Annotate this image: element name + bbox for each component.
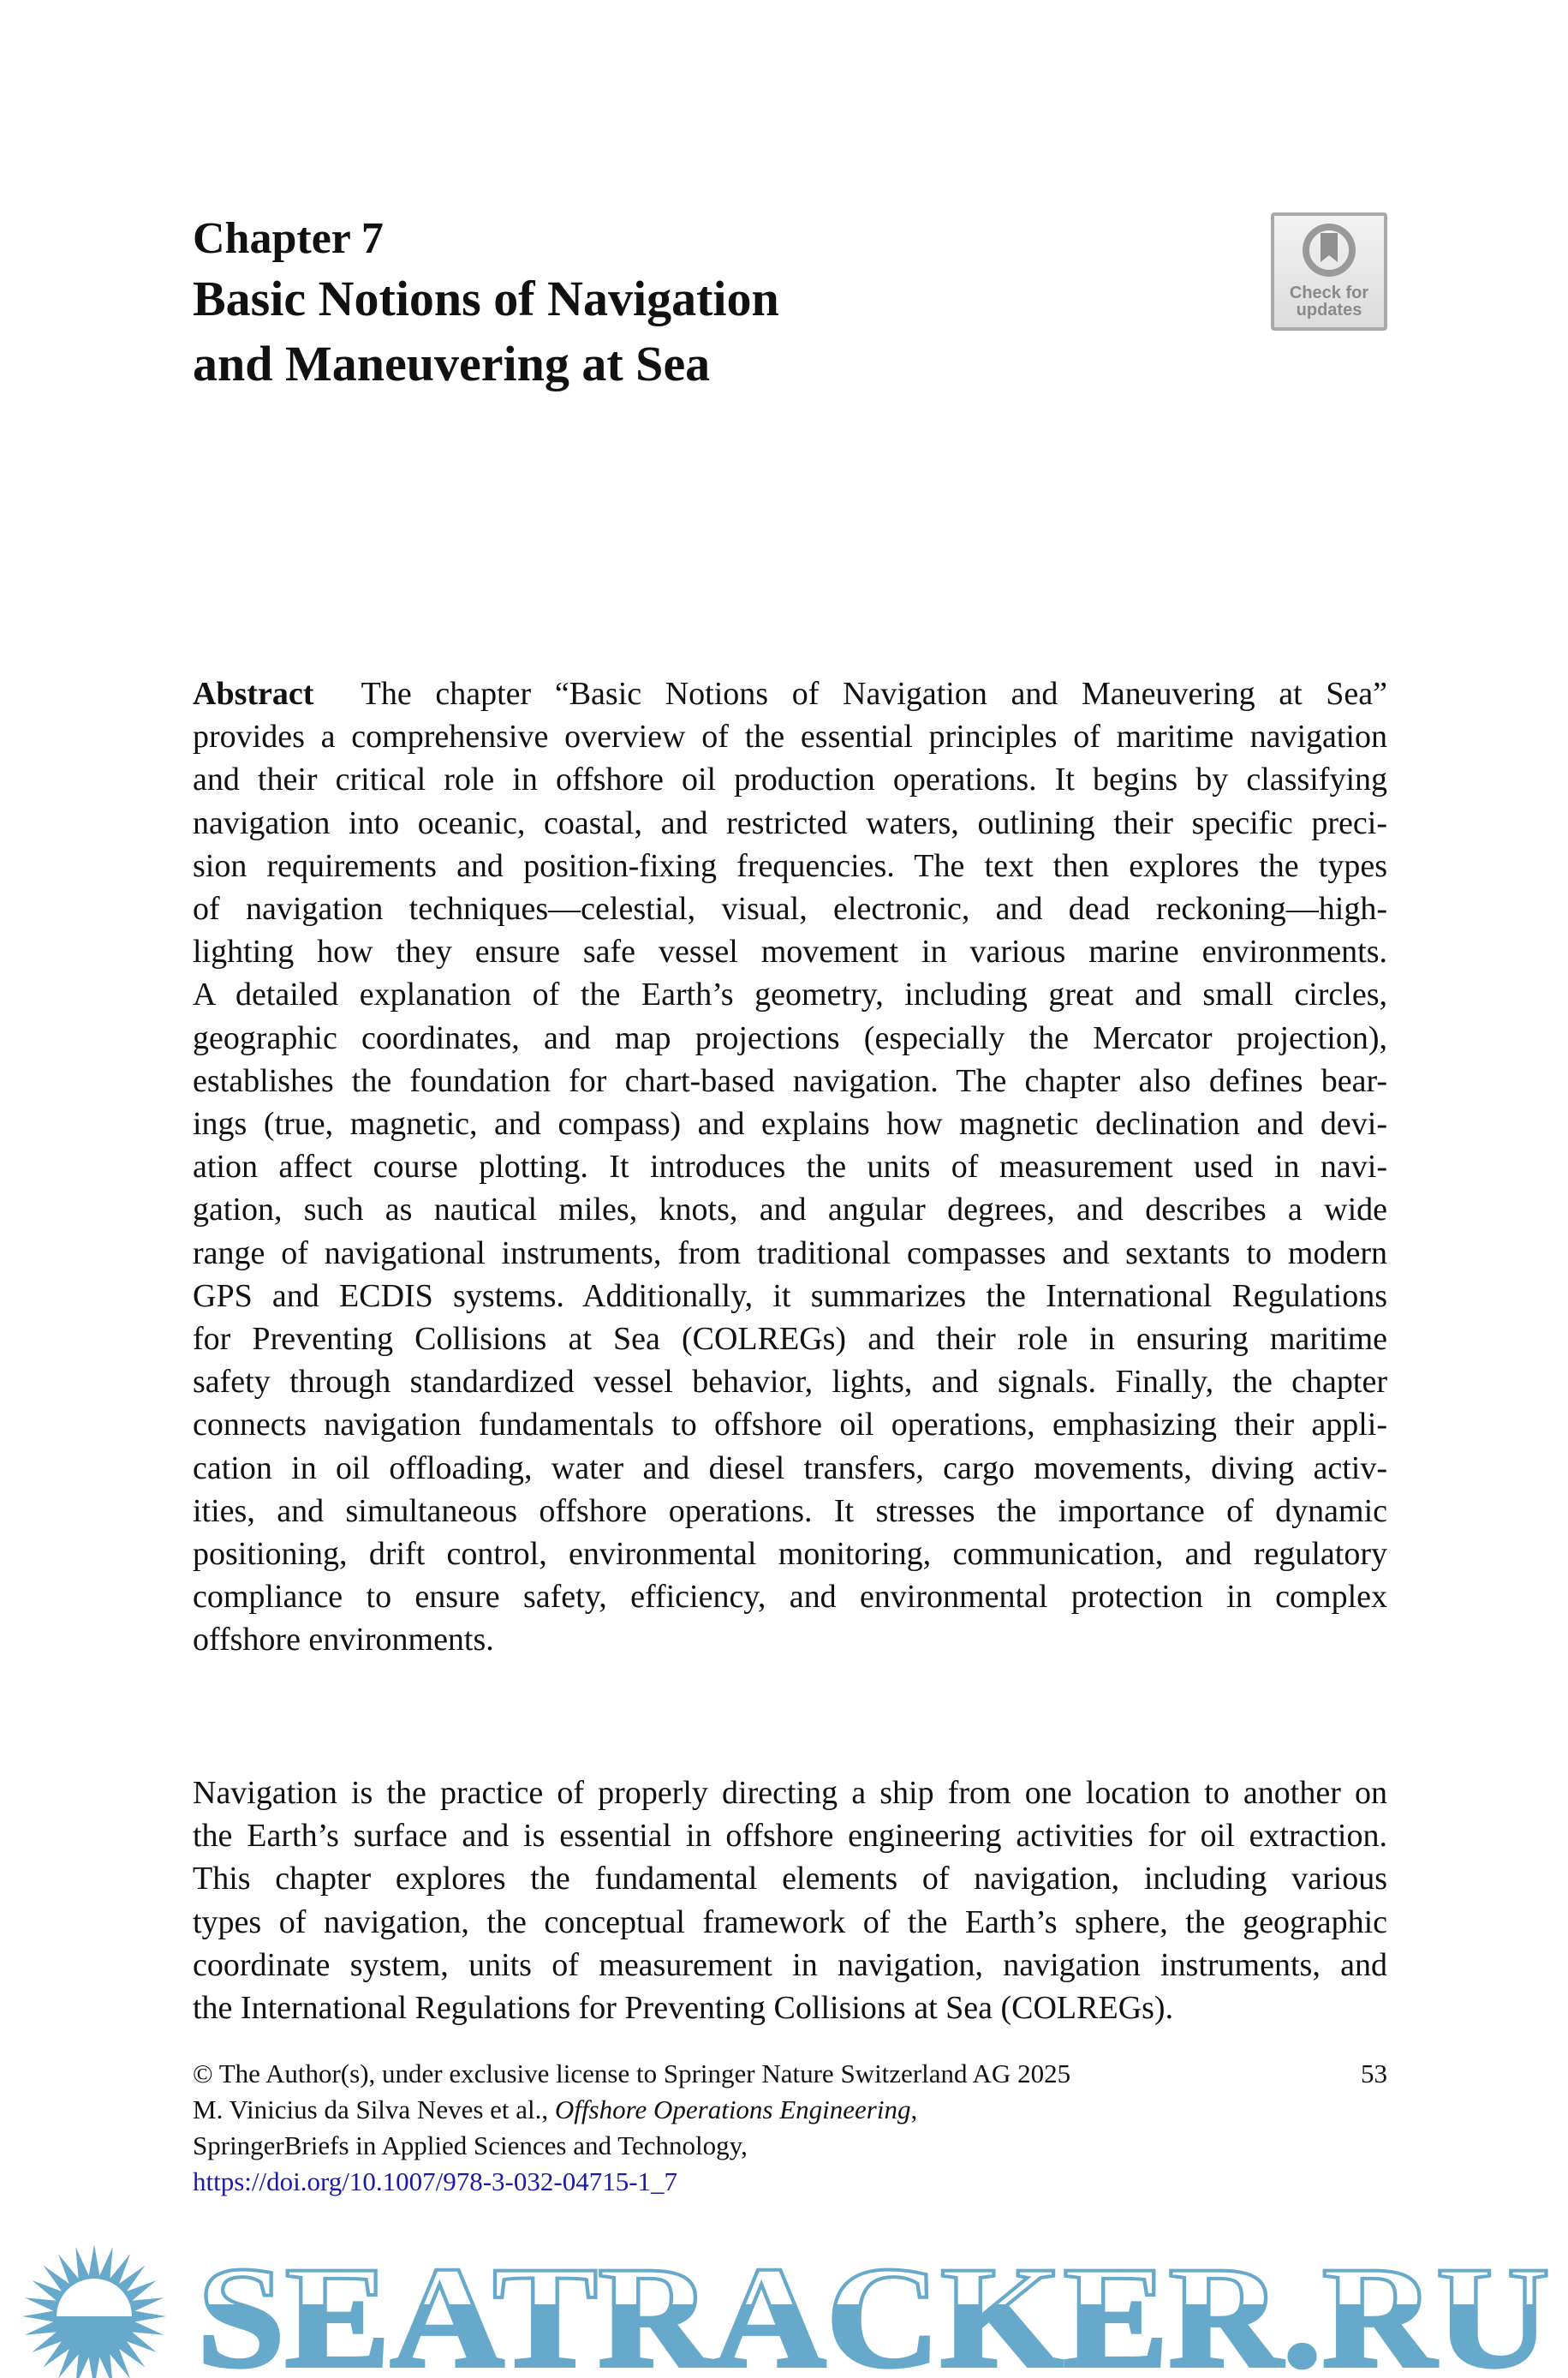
abstract — [193, 672, 1387, 1662]
abstract-line: ings (true, magnetic, and compass) and explains how magnetic declination and devi- — [193, 1106, 1387, 1143]
abstract-line: for Preventing Collisions at Sea (COLREGs) and their role in ensuring maritime — [193, 1321, 1387, 1358]
copyright-notice: © The Author(s), under exclusive license to Springer Nature Switzerland AG 2025 — [193, 2058, 1071, 2088]
chapter-number: Chapter 7 — [193, 214, 384, 263]
intro-line: the Earth’s surface and is essential in offshore engineering activities for oil extraction. — [193, 1818, 1387, 1855]
abstract-label: Abstract — [193, 676, 314, 712]
abstract-line: compliance to ensure safety, efficiency, and environmental protection in complex — [193, 1579, 1387, 1616]
check-for-updates-badge[interactable] — [1271, 212, 1387, 331]
abstract-line — [193, 672, 1387, 715]
abstract-line: connects navigation fundamentals to offshore oil operations, emphasizing their appli- — [193, 1407, 1387, 1443]
abstract-line: provides a comprehensive overview of the essential principles of maritime navigation — [193, 719, 1387, 756]
authors: M. Vinicius da Silva Neves et al., — [193, 2094, 555, 2124]
abstract-line: offshore environments. — [193, 1622, 494, 1658]
abstract-line: geographic coordinates, and map projections (especially the Mercator projection), — [193, 1019, 1387, 1056]
intro-line: This chapter explores the fundamental elements of navigation, including various — [193, 1861, 1387, 1897]
intro-line: Navigation is the practice of properly directing a ship from one location to another on — [193, 1775, 1387, 1811]
intro-line: coordinate system, units of measurement in navigation, navigation instruments, and — [193, 1946, 1387, 1983]
page-number: 53 — [1361, 2058, 1387, 2088]
intro-line: types of navigation, the conceptual framework of the Earth’s sphere, the geographic — [193, 1903, 1387, 1940]
abstract-line: sion requirements and position-fixing frequencies. The text then explores the types — [193, 847, 1387, 884]
intro-paragraph — [193, 1772, 1387, 2029]
abstract-line: lighting how they ensure safe vessel movement in various marine environments. — [193, 934, 1387, 971]
sunburst-icon — [22, 2244, 166, 2378]
badge-line: Check for — [1289, 284, 1369, 302]
abstract-line: establishes the foundation for chart-based navigation. The chapter also defines bear- — [193, 1062, 1387, 1099]
chapter-title-line: and Maneuvering at Sea — [193, 336, 711, 391]
abstract-text: The chapter “Basic Notions of Navigation and Maneuvering at Sea” — [361, 676, 1387, 712]
abstract-line: range of navigational instruments, from traditional compasses and sextants to modern — [193, 1234, 1387, 1271]
abstract-line: safety through standardized vessel behavior, lights, and signals. Finally, the chapter — [193, 1364, 1387, 1401]
badge-line: updates — [1296, 301, 1362, 320]
abstract-line: GPS and ECDIS systems. Additionally, it summarizes the International Regulations — [193, 1277, 1387, 1314]
abstract-line: cation in oil offloading, water and diesel transfers, cargo movements, diving activ- — [193, 1449, 1387, 1486]
abstract-line: ation affect course plotting. It introduces the units of measurement used in navi- — [193, 1149, 1387, 1186]
footer — [193, 2056, 1387, 2200]
intro-line: the International Regulations for Preventing Collisions at Sea (COLREGs). — [193, 1990, 1174, 2027]
chapter-title — [193, 266, 779, 397]
punctuation: , — [910, 2094, 918, 2124]
abstract-line: ities, and simultaneous offshore operations. It stresses the importance of dynamic — [193, 1492, 1387, 1529]
abstract-line: A detailed explanation of the Earth’s geometry, including great and small circles, — [193, 977, 1387, 1013]
seatracker-watermark — [0, 2238, 1568, 2378]
bookmark-ring-icon — [1302, 223, 1356, 278]
abstract-line: positioning, drift control, environmental monitoring, communication, and regulatory — [193, 1536, 1387, 1573]
abstract-line: of navigation techniques—celestial, visual, electronic, and dead reckoning—high- — [193, 891, 1387, 928]
doi-link[interactable]: https://doi.org/10.1007/978-3-032-04715-1_7 — [193, 2166, 678, 2196]
watermark-text: SEATRACKER.RU — [197, 2238, 1550, 2378]
chapter-title-line: Basic Notions of Navigation — [193, 271, 779, 326]
book-title: Offshore Operations Engineering — [554, 2094, 911, 2124]
abstract-line: gation, such as nautical miles, knots, and angular degrees, and describes a wide — [193, 1192, 1387, 1228]
citation-line — [193, 2092, 1387, 2128]
badge-text — [1274, 284, 1384, 319]
abstract-line: and their critical role in offshore oil production operations. It begins by classifying — [193, 762, 1387, 798]
abstract-line: navigation into oceanic, coastal, and restricted waters, outlining their specific preci- — [193, 804, 1387, 841]
series-name: SpringerBriefs in Applied Sciences and Technology, — [193, 2130, 748, 2160]
